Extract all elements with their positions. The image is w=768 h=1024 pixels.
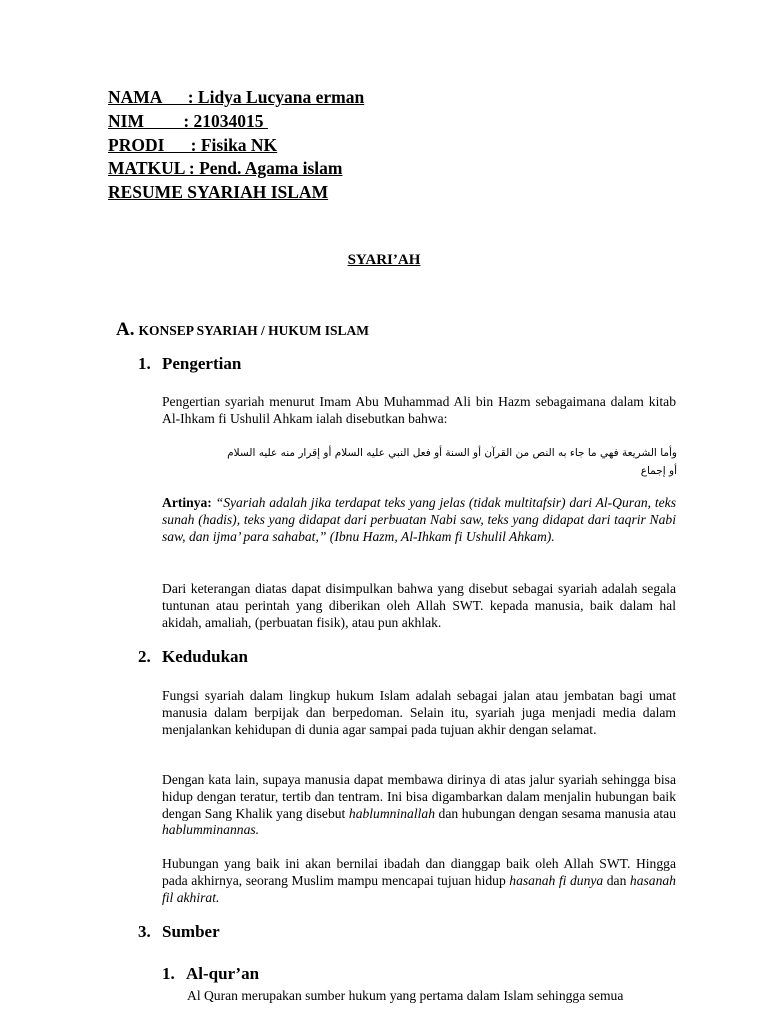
artinya-text: “Syariah adalah jika terdapat teks yang jelas (tidak multitafsir) dari Al-Quran, teks sunah (hadis), teks yang didapat dari perbuatan Nabi saw, teks yang didapat dari taqrir Nabi saw, dan ijma’ para sahabat,” (Ibnu Hazm, Al-Ihkam fi Ushulil Ahkam).	[162, 495, 676, 544]
alquran-heading	[162, 964, 259, 984]
kedudukan-p2-mid: dan hubungan dengan sesama manusia atau	[435, 805, 676, 821]
kedudukan-p3-text: Hubungan yang baik ini akan bernilai ibadah dan dianggap baik oleh Allah SWT. Hingga pada akhirnya, seorang Muslim mampu mencapai tujuan hidup	[162, 856, 676, 888]
pengertian-title: Pengertian	[162, 354, 242, 373]
kedudukan-paragraph-2	[162, 772, 676, 839]
student-info-block	[108, 86, 364, 205]
kedudukan-p2-text: Dengan kata lain, supaya manusia dapat membawa dirinya di atas jalur syariah sehingga bisa hidup dengan teratur, tertib dan tentram. Ini bisa digambarkan dalam menjalin hubungan baik dengan Sang Khalik yang disebut	[162, 772, 676, 821]
pengertian-intro: Pengertian syariah menurut Imam Abu Muhammad Ali bin Hazm sebagaimana dalam kitab Al-Ihkam fi Ushulil Ahkam ialah disebutkan bahwa:	[162, 394, 676, 426]
nama-line: NAMA : Lidya Lucyana erman	[108, 87, 365, 107]
kedudukan-p3-italic-2: hasanah fil akhirat.	[162, 872, 676, 905]
document-title: SYARI’AH	[347, 252, 421, 268]
alquran-number: 1.	[162, 964, 175, 983]
prodi-line: PRODI : Fisika NK	[108, 134, 278, 155]
section-a-letter: A.	[116, 319, 135, 340]
pengertian-conclusion: Dari keterangan diatas dapat disimpulkan bahwa yang disebut sebagai syariah adalah segala tuntunan atau perintah yang diberikan oleh Allah SWT. kepada manusia, baik dalam hal akidah, amaliah, (perbuatan fisik), atau pun akhlak.	[162, 581, 676, 630]
kedudukan-p3-mid: dan	[603, 872, 630, 888]
kedudukan-title: Kedudukan	[162, 647, 248, 666]
sumber-heading	[138, 922, 220, 942]
kedudukan-p3-italic-1: hasanah fi dunya	[509, 872, 604, 888]
kedudukan-number: 2.	[138, 647, 151, 666]
pengertian-heading	[138, 354, 241, 374]
pengertian-number: 1.	[138, 354, 151, 373]
section-a-text: KONSEP SYARIAH / HUKUM ISLAM	[138, 323, 370, 338]
nim-line: NIM : 21034015	[108, 110, 268, 131]
kedudukan-heading	[138, 647, 248, 667]
kedudukan-paragraph-3	[162, 856, 676, 906]
sumber-title: Sumber	[162, 922, 220, 941]
sumber-number: 3.	[138, 922, 151, 941]
matkul-line: MATKUL : Pend. Agama islam	[108, 158, 343, 179]
alquran-text: Al Quran merupakan sumber hukum yang pertama dalam Islam sehingga semua	[187, 988, 624, 1003]
resume-line: RESUME SYARIAH ISLAM	[108, 182, 329, 203]
alquran-title: Al-qur’an	[186, 964, 260, 983]
artinya-label: Artinya:	[162, 495, 212, 510]
kedudukan-p2-italic-2: hablumminannas.	[162, 822, 260, 838]
arabic-quote: وأما الشريعة فهي ما جاء به النص من القرآن أو السنة أو فعل النبي عليه السلام أو إقرار منه عليه السلام أو إجماع	[227, 447, 677, 477]
artinya-paragraph	[162, 495, 676, 545]
kedudukan-paragraph-1: Fungsi syariah dalam lingkup hukum Islam adalah sebagai jalan atau jembatan bagi umat manusia dalam berpijak dan berpedoman. Selain itu, syariah juga menjadi media dalam menjalankan kehidupan di dunia agar sampai pada tujuan akhir dengan selamat.	[162, 688, 676, 737]
kedudukan-p2-italic-1: hablumninallah	[348, 805, 435, 821]
section-a-heading	[116, 319, 369, 341]
